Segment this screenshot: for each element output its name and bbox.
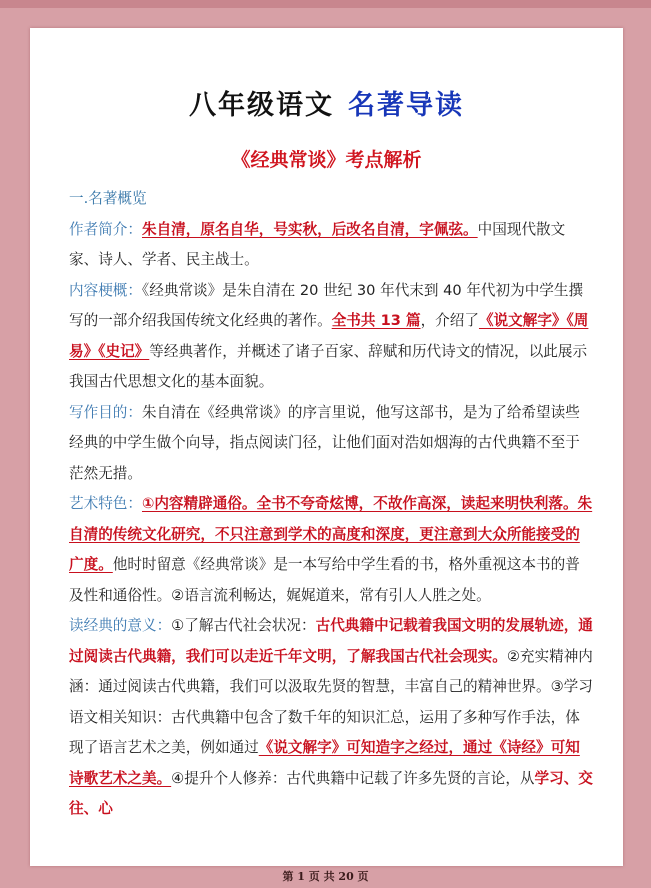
document-page <box>30 28 623 866</box>
meaning-highlight-3: 学习、交往、心 <box>69 769 593 817</box>
top-border-bar <box>0 0 651 8</box>
purpose-label: 写作目的： <box>69 403 142 421</box>
article-body <box>69 184 593 825</box>
meaning-paragraph <box>69 611 593 825</box>
section-heading: 一.名著概览 <box>69 190 147 207</box>
summary-highlight-1: 全书共 13 篇 <box>331 312 421 329</box>
meaning-label: 读经典的意义： <box>69 617 172 634</box>
page-number: 第 1 页 共 20 页 <box>282 870 369 883</box>
art-text: 他时时留意《经典常谈》是一本写给中学生看的书，格外重视这本书的普及性和通俗性。②语言流利畅达，娓娓道来，常有引人人胜之处。 <box>69 556 580 604</box>
summary-text-3: 等经典著作，并概述了诸子百家、辞赋和历代诗文的情况，以此展示我国古代思想文化的基本面貌。 <box>69 342 588 390</box>
title-grade: 八年级语文 <box>189 90 334 121</box>
title-topic: 名著导读 <box>348 90 464 121</box>
art-paragraph <box>69 489 593 611</box>
meaning-text-3: ④提升个人修养：古代典籍中记载了许多先贤的言论，从 <box>171 769 535 787</box>
author-paragraph <box>69 215 593 276</box>
art-label: 艺术特色： <box>69 495 142 512</box>
summary-highlight-2: 《说文解字》《周易》《史记》 <box>69 312 589 360</box>
purpose-paragraph <box>69 398 593 490</box>
page-subtitle: 《经典常谈》考点解析 <box>231 149 422 171</box>
meaning-highlight-1: 古代典籍中记载着我国文明的发展轨迹，通过阅读古代典籍，我们可以走近千年文明，了解我国古代社会现实。 <box>69 617 593 665</box>
author-text: 中国现代散文家、诗人、学者、民主战士。 <box>69 220 566 268</box>
author-highlight: 朱自清，原名自华，号实秋，后改名自清，字佩弦。 <box>141 220 478 238</box>
page-title <box>30 86 623 126</box>
meaning-text-1: ①了解古代社会状况： <box>171 617 316 634</box>
summary-text-1: 《经典常谈》是朱自清在 20 世纪 30 年代末到 40 年代初为中学生撰写的一部介绍我国传统文化经典的著作。 <box>69 281 584 329</box>
meaning-text-2: ②充实精神内涵：通过阅读古代典籍，我们可以汲取先贤的智慧，丰富自己的精神世界。③学习语文相关知识：古代典籍中包含了数千年的知识汇总，运用了多种写作手法，体现了语言艺术之美，例如通过 <box>69 647 593 756</box>
summary-label: 内容梗概： <box>69 281 142 299</box>
art-highlight: ①内容精辟通俗。全书不夸奇炫博，不故作高深，读起来明快利落。朱自清的传统文化研究，不只注意到学术的高度和深度，更注意到大众所能接受的广度。 <box>69 495 593 573</box>
summary-text-2: ，介绍了 <box>420 312 479 329</box>
author-label: 作者简介： <box>69 220 142 238</box>
meaning-highlight-2: 《说文解字》可知造字之经过，通过《诗经》可知诗歌艺术之美。 <box>69 739 580 787</box>
purpose-text: 朱自清在《经典常谈》的序言里说，他写这部书，是为了给希望读些经典的中学生做个向导，指点阅读门径，让他们面对浩如烟海的古代典籍不至于茫然无措。 <box>69 403 580 482</box>
summary-paragraph <box>69 276 593 398</box>
